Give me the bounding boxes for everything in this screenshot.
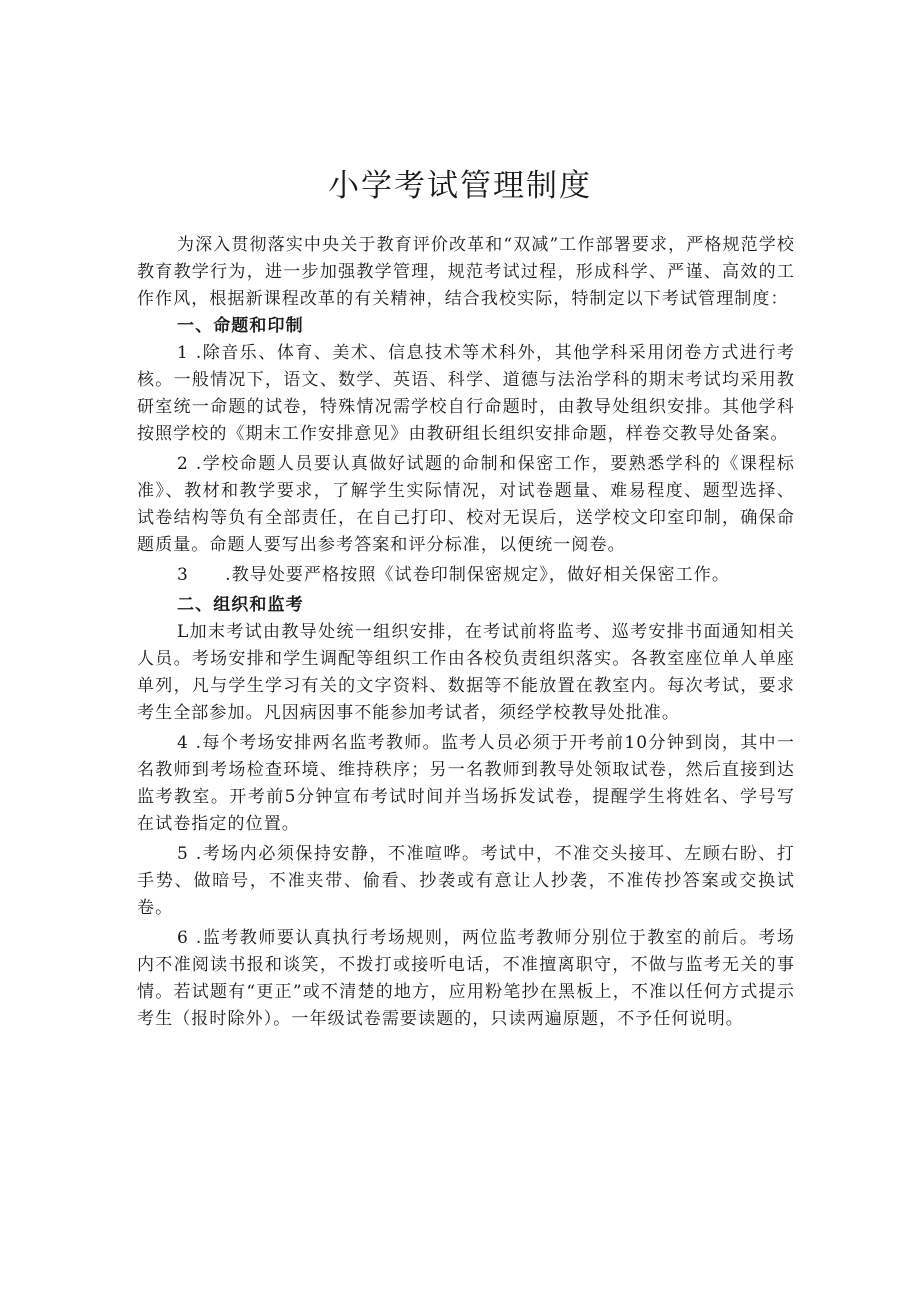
section1-item-3: 3 .教导处要严格按照《试卷印制保密规定》，做好相关保密工作。 xyxy=(177,565,730,585)
section-heading-1: 一、命题和印制 xyxy=(177,316,304,336)
section1-item-2: 2 .学校命题人员要认真做好试题的命制和保密工作，要熟悉学科的《课程标准》、教材和教学要求，了解学生实际情况，对试卷题量、难易程度、题型选择、试卷结构等负有全部责任，在自己打印、校对无误后，送学校文印室印制，确保命题质量。命题人要写出参考答案和评分标准，以便统一阅卷。 xyxy=(137,454,795,555)
document-body xyxy=(137,232,795,1033)
intro-paragraph: 为深入贯彻落实中央关于教育评价改革和“双减”工作部署要求，严格规范学校教育教学行为，进一步加强教学管理，规范考试过程，形成科学、严谨、高效的工作作风，根据新课程改革的有关精神，结合我校实际，特制定以下考试管理制度： xyxy=(137,235,795,309)
section2-item-1: L加末考试由教导处统一组织安排，在考试前将监考、巡考安排书面通知相关人员。考场安排和学生调配等组织工作由各校负责组织落实。各教室座位单人单座单列，凡与学生学习有关的文字资料、数据等不能放置在教室内。每次考试，要求考生全部参加。凡因病因事不能参加考试者，须经学校教导处批准。 xyxy=(137,622,795,723)
section2-item-3: 5 .考场内必须保持安静，不准喧哗。考试中，不准交头接耳、左顾右盼、打手势、做暗号，不准夹带、偷看、抄袭或有意让人抄袭，不准传抄答案或交换试卷。 xyxy=(137,844,795,918)
section2-item-2: 4 .每个考场安排两名监考教师。监考人员必须于开考前10分钟到岗，其中一名教师到考场检查环境、维持秩序；另一名教师到教导处领取试卷，然后直接到达监考教室。开考前5分钟宣布考试时间并当场拆发试卷，提醒学生将姓名、学号写在试卷指定的位置。 xyxy=(137,733,795,834)
section-heading-2: 二、组织和监考 xyxy=(177,595,304,615)
section2-item-4: 6 .监考教师要认真执行考场规则，两位监考教师分别位于教室的前后。考场内不准阅读书报和谈笑，不拨打或接听电话，不准擅离职守，不做与监考无关的事情。若试题有“更正”或不清楚的地方，应用粉笔抄在黑板上，不准以任何方式提示考生（报时除外）。一年级试卷需要读题的，只读两遍原题，不予任何说明。 xyxy=(137,928,795,1029)
document-title: 小学考试管理制度 xyxy=(328,168,592,204)
section1-item-1: 1 .除音乐、体育、美术、信息技术等术科外，其他学科采用闭卷方式进行考核。一般情况下，语文、数学、英语、科学、道德与法治学科的期末考试均采用教研室统一命题的试卷，特殊情况需学校自行命题时，由教导处组织安排。其他学科按照学校的《期末工作安排意见》由教研组长组织安排命题，样卷交教导处备案。 xyxy=(137,343,795,444)
